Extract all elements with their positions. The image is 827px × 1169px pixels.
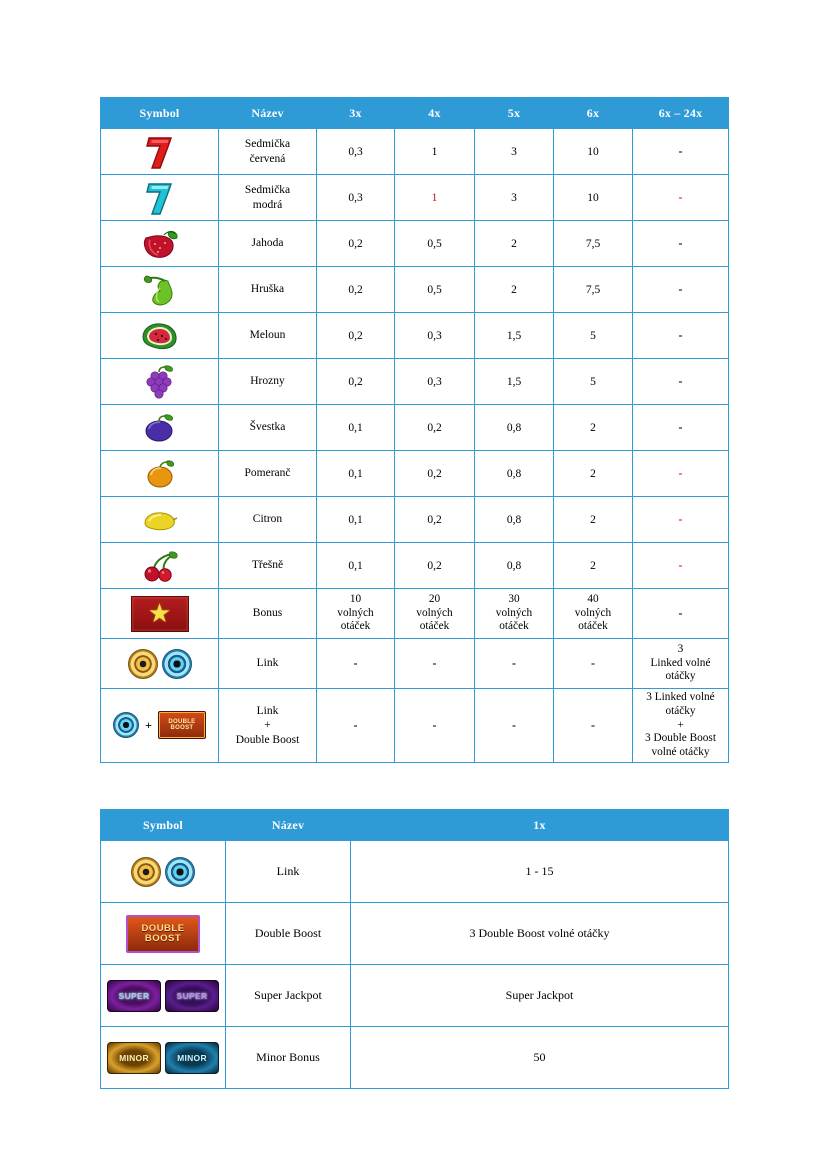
symbol-cell <box>101 175 219 221</box>
plum-icon <box>103 413 216 443</box>
symbol-name: Hruška <box>219 267 317 313</box>
payout-3x: 0,1 <box>317 451 395 497</box>
payout-5x: 1,5 <box>475 313 554 359</box>
symbol-name: Link <box>226 841 351 903</box>
link-coin-blue-icon <box>162 649 192 679</box>
payout-4x: 1 <box>395 175 475 221</box>
symbol-name: Minor Bonus <box>226 1027 351 1089</box>
super-jackpot-coin-right-icon: SUPER <box>165 980 219 1012</box>
payout-4x: 0,5 <box>395 221 475 267</box>
payout-3x: 0,2 <box>317 313 395 359</box>
paytable-special-table <box>100 809 729 1089</box>
paytable-main-table <box>100 97 729 763</box>
super-jackpot-coin-left-icon: SUPER <box>107 980 161 1012</box>
payout-3x: 0,1 <box>317 405 395 451</box>
payout-5x: 2 <box>475 221 554 267</box>
minor-bonus-coin-right-icon: MINOR <box>165 1042 219 1074</box>
symbol-cell <box>101 497 219 543</box>
payout-6x-24x: - <box>633 267 729 313</box>
minor-bonus-coin-left-icon: MINOR <box>107 1042 161 1074</box>
payout-4x: - <box>395 689 475 763</box>
payout-1x: Super Jackpot <box>351 965 729 1027</box>
payout-6x-24x: - <box>633 221 729 267</box>
table-row <box>101 221 729 267</box>
payout-6x: 5 <box>554 313 633 359</box>
table-row <box>101 175 729 221</box>
bonus-star-tile-icon <box>103 596 216 632</box>
payout-4x: 0,2 <box>395 405 475 451</box>
bonus-tile <box>131 596 189 632</box>
col-6x: 6x <box>554 98 633 129</box>
payout-5x: 3 <box>475 129 554 175</box>
symbol-name: Sedmička červená <box>219 129 317 175</box>
symbol-cell <box>101 903 226 965</box>
payout-6x-24x: 3 Linked volné otáčky + 3 Double Boost volné otáčky <box>633 689 729 763</box>
table-row <box>101 543 729 589</box>
payout-6x-24x: - <box>633 589 729 639</box>
payout-5x: 2 <box>475 267 554 313</box>
symbol-name: Pomeranč <box>219 451 317 497</box>
payout-1x: 1 - 15 <box>351 841 729 903</box>
col-4x: 4x <box>395 98 475 129</box>
payout-6x: 2 <box>554 497 633 543</box>
payout-3x: - <box>317 639 395 689</box>
link-coin-gold-icon <box>131 857 161 887</box>
table-row <box>101 129 729 175</box>
cherries-icon <box>103 550 216 582</box>
col-name: Název <box>219 98 317 129</box>
payout-6x: - <box>554 689 633 763</box>
payout-5x: - <box>475 639 554 689</box>
symbol-cell <box>101 451 219 497</box>
link-coin-blue-icon <box>113 712 139 738</box>
payout-3x: 0,2 <box>317 359 395 405</box>
symbol-cell <box>101 267 219 313</box>
symbol-cell <box>101 841 226 903</box>
payout-6x: 7,5 <box>554 267 633 313</box>
symbol-cell <box>101 129 219 175</box>
symbol-name: Hrozny <box>219 359 317 405</box>
payout-3x: 0,1 <box>317 543 395 589</box>
symbol-cell <box>101 689 219 763</box>
payout-5x: 0,8 <box>475 451 554 497</box>
payout-3x: 0,2 <box>317 267 395 313</box>
payout-5x: 3 <box>475 175 554 221</box>
payout-4x: 0,5 <box>395 267 475 313</box>
payout-6x: 5 <box>554 359 633 405</box>
payout-3x: 0,3 <box>317 175 395 221</box>
col-6x-24x: 6x – 24x <box>633 98 729 129</box>
payout-3x: 0,1 <box>317 497 395 543</box>
seven-blue-icon <box>103 180 216 216</box>
symbol-name: Meloun <box>219 313 317 359</box>
symbol-cell <box>101 965 226 1027</box>
paytable-main <box>100 97 728 763</box>
payout-5x: 1,5 <box>475 359 554 405</box>
symbol-cell <box>101 405 219 451</box>
payout-6x-24x: - <box>633 359 729 405</box>
symbol-cell <box>101 313 219 359</box>
table-row <box>101 841 729 903</box>
payout-6x: 40 volných otáček <box>554 589 633 639</box>
col-name: Název <box>226 810 351 841</box>
super-jackpot-icon <box>103 968 223 1023</box>
payout-4x: 1 <box>395 129 475 175</box>
payout-6x: 10 <box>554 129 633 175</box>
link-coin-gold-icon <box>128 649 158 679</box>
payout-6x-24x: - <box>633 543 729 589</box>
watermelon-icon <box>103 321 216 351</box>
payout-6x-24x: 3 Linked volné otáčky <box>633 639 729 689</box>
col-symbol: Symbol <box>101 98 219 129</box>
table-row-link <box>101 639 729 689</box>
pear-icon <box>103 274 216 306</box>
payout-6x-24x: - <box>633 175 729 221</box>
orange-icon <box>103 459 216 489</box>
payout-4x: 0,3 <box>395 313 475 359</box>
payout-6x-24x: - <box>633 497 729 543</box>
payout-4x: 20 volných otáček <box>395 589 475 639</box>
link-plus-double-boost-icon <box>103 711 216 739</box>
payout-3x: 10 volných otáček <box>317 589 395 639</box>
symbol-name: Třešně <box>219 543 317 589</box>
symbol-name: Citron <box>219 497 317 543</box>
table-row <box>101 903 729 965</box>
symbol-cell <box>101 543 219 589</box>
table-row <box>101 267 729 313</box>
payout-3x: 0,2 <box>317 221 395 267</box>
payout-4x: 0,3 <box>395 359 475 405</box>
payout-1x: 50 <box>351 1027 729 1089</box>
double-boost-tile-icon: DOUBLE BOOST <box>158 711 206 739</box>
paytable-special <box>100 809 728 1089</box>
link-coins-icon <box>103 649 216 679</box>
payout-4x: - <box>395 639 475 689</box>
col-5x: 5x <box>475 98 554 129</box>
table-row <box>101 313 729 359</box>
col-3x: 3x <box>317 98 395 129</box>
payout-5x: 30 volných otáček <box>475 589 554 639</box>
grapes-icon <box>103 365 216 399</box>
symbol-cell <box>101 221 219 267</box>
table-row <box>101 965 729 1027</box>
payout-6x: 10 <box>554 175 633 221</box>
link-coin-blue-icon <box>165 857 195 887</box>
link-coins-icon <box>103 844 223 899</box>
payout-4x: 0,2 <box>395 543 475 589</box>
table-row <box>101 451 729 497</box>
payout-6x-24x: - <box>633 313 729 359</box>
symbol-cell <box>101 639 219 689</box>
col-1x: 1x <box>351 810 729 841</box>
symbol-name: Link + Double Boost <box>219 689 317 763</box>
plus-icon: + <box>145 717 152 732</box>
table-row-link-double-boost <box>101 689 729 763</box>
strawberry-icon <box>103 228 216 260</box>
symbol-name: Super Jackpot <box>226 965 351 1027</box>
payout-4x: 0,2 <box>395 451 475 497</box>
star-icon: ★ <box>147 598 172 628</box>
payout-6x: 2 <box>554 451 633 497</box>
payout-6x-24x: - <box>633 129 729 175</box>
payout-6x: 2 <box>554 405 633 451</box>
symbol-name: Jahoda <box>219 221 317 267</box>
symbol-name: Švestka <box>219 405 317 451</box>
minor-bonus-icon <box>103 1030 223 1085</box>
payout-5x: - <box>475 689 554 763</box>
payout-1x: 3 Double Boost volné otáčky <box>351 903 729 965</box>
table-header-row <box>101 810 729 841</box>
symbol-cell <box>101 589 219 639</box>
payout-5x: 0,8 <box>475 405 554 451</box>
payout-6x: - <box>554 639 633 689</box>
payout-3x: - <box>317 689 395 763</box>
payout-5x: 0,8 <box>475 497 554 543</box>
lemon-icon <box>103 506 216 534</box>
seven-red-icon <box>103 134 216 170</box>
symbol-name: Double Boost <box>226 903 351 965</box>
payout-6x: 7,5 <box>554 221 633 267</box>
double-boost-icon <box>103 906 223 961</box>
double-boost-tile-icon: DOUBLE BOOST <box>126 915 200 953</box>
table-row <box>101 497 729 543</box>
table-row <box>101 359 729 405</box>
payout-6x: 2 <box>554 543 633 589</box>
table-row <box>101 405 729 451</box>
table-row <box>101 1027 729 1089</box>
payout-5x: 0,8 <box>475 543 554 589</box>
symbol-name: Bonus <box>219 589 317 639</box>
col-symbol: Symbol <box>101 810 226 841</box>
table-row-bonus <box>101 589 729 639</box>
payout-4x: 0,2 <box>395 497 475 543</box>
symbol-name: Link <box>219 639 317 689</box>
payout-6x-24x: - <box>633 451 729 497</box>
symbol-cell <box>101 1027 226 1089</box>
symbol-cell <box>101 359 219 405</box>
symbol-name: Sedmička modrá <box>219 175 317 221</box>
table-header-row <box>101 98 729 129</box>
payout-6x-24x: - <box>633 405 729 451</box>
payout-3x: 0,3 <box>317 129 395 175</box>
